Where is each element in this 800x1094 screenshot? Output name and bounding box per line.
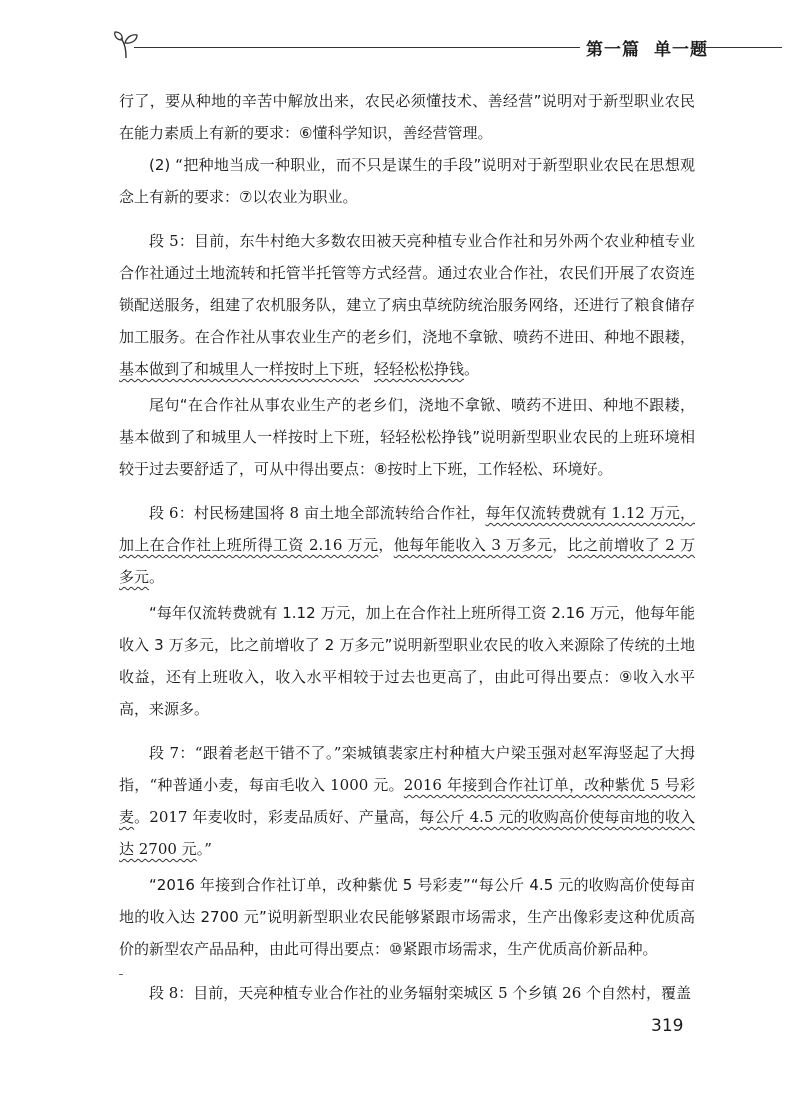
paragraph-analysis-segment-7: “2016 年接到合作社订单，改种紫优 5 号彩麦”“每公斤 4.5 元的收购高价使每亩地的收入达 2700 元”说明新型职业农民能够紧跟市场需求，生产出像彩麦这种优质高价的新型农产品品种，由此可得出要点：⑩紧跟市场需求，生产优质高价新品种。 xyxy=(119,876,695,958)
underlined-phrase: 每公斤 4.5 元的收购高价使每亩地的收入达 2700 元 xyxy=(119,808,695,858)
chapter-label: 第一篇 xyxy=(586,40,640,60)
sprout-icon xyxy=(112,30,140,60)
paragraph-analysis-segment-6: “每年仅流转费就有 1.12 万元，加上在合作社上班所得工资 2.16 万元，他每年能收入 3 万多元，比之前增收了 2 万多元”说明新型职业农民的收入来源除了传统的土地收益，还有上班收入，收入水平相较于过去也更高了，由此可得出要点：⑨收入水平高，来源多。 xyxy=(119,604,695,718)
header-rule-right xyxy=(694,47,782,48)
underlined-phrase: 基本做到了和城里人一样按时上下班 xyxy=(119,360,360,378)
margin-mark xyxy=(119,974,123,975)
paragraph-segment-8: 段 8：目前，天亮种植专业合作社的业务辐射栾城区 5 个乡镇 26 个自然村，覆盖 xyxy=(149,984,692,1002)
paragraph-analysis-2: (2) “把种地当成一种职业，而不只是谋生的手段”说明对于新型职业农民在思想观念上有新的要求：⑦以农业为职业。 xyxy=(119,156,695,206)
paragraph-continuation: 行了，要从种地的辛苦中解放出来，农民必须懂技术、善经营”说明对于新型职业农民在能力素质上有新的要求：⑥懂科学知识，善经营管理。 xyxy=(119,92,695,142)
paragraph-analysis-segment-5: 尾句“在合作社从事农业生产的老乡们，浇地不拿锨、喷药不进田、种地不跟耧，基本做到了和城里人一样按时上下班，轻轻松松挣钱”说明新型职业农民的上班环境相较于过去要舒适了，可从中得出要点：⑧按时上下班，工作轻松、环境好。 xyxy=(119,396,695,478)
paragraph-segment-6: 段 6：村民杨建国将 8 亩土地全部流转给合作社，每年仅流转费就有 1.12 万元，加上在合作社上班所得工资 2.16 万元，他每年能收入 3 万多元，比之前增收了 2 万多元。 xyxy=(119,504,695,586)
paragraph-segment-7: 段 7：“跟着老赵干错不了。”栾城镇裴家庄村种植大户梁玉强对赵军海竖起了大拇指，“种普通小麦，每亩毛收入 1000 元。2016 年接到合作社订单，改种紫优 5 号彩麦。2017 年麦收时，彩麦品质好、产量高，每公斤 4.5 元的收购高价使每亩地的收入达 2700 元。” xyxy=(119,744,695,858)
underlined-phrase: 每年仅流转费就有 1.12 万元，加上在合作社上班所得工资 2.16 万元 xyxy=(119,504,695,554)
section-label: 单一题 xyxy=(654,40,708,60)
underlined-phrase: 轻轻松松挣钱 xyxy=(374,360,465,378)
underlined-phrase: 他每年能收入 3 万多元 xyxy=(393,536,553,554)
running-header xyxy=(112,30,782,64)
page-body xyxy=(119,85,695,1009)
header-rule-left xyxy=(134,47,580,48)
underlined-phrase: 比之前增收了 2 万多元 xyxy=(119,536,695,586)
paragraph-segment-5: 段 5：目前，东牛村绝大多数农田被天亮种植专业合作社和另外两个农业种植专业合作社通过土地流转和托管半托管等方式经营。通过农业合作社，农民们开展了农资连锁配送服务，组建了农机服务队，建立了病虫草统防统治服务网络，还进行了粮食储存加工服务。在合作社从事农业生产的老乡们，浇地不拿锨、喷药不进田、种地不跟耧，基本做到了和城里人一样按时上下班，轻轻松松挣钱。 xyxy=(119,232,695,378)
underlined-phrase: 2016 年接到合作社订单，改种紫优 5 号彩麦 xyxy=(119,776,695,826)
page-number: 319 xyxy=(651,1016,684,1036)
